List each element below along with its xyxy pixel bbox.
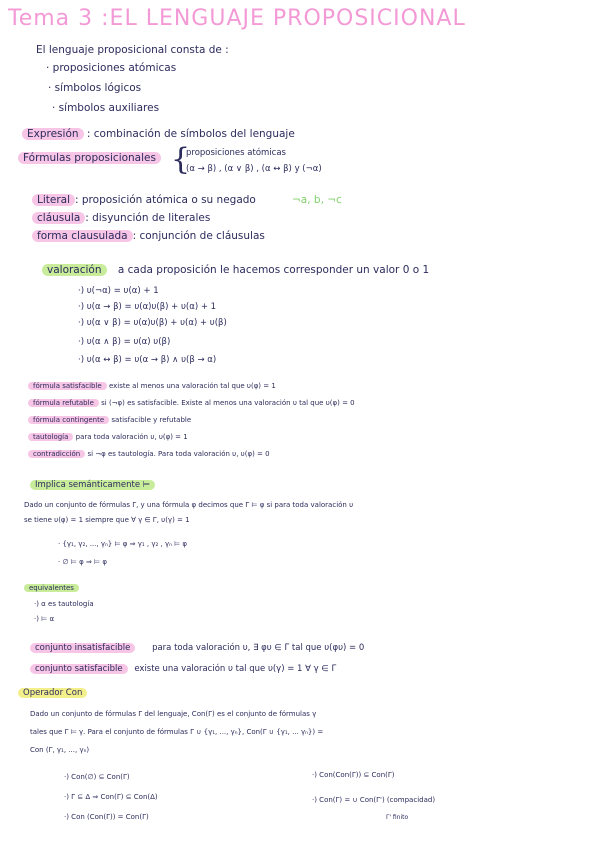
clausula-label: cláusula xyxy=(32,212,85,224)
conjunto-sat-label: conjunto satisfacible xyxy=(30,664,128,674)
operador-line-2: tales que Γ ⊨ γ. Para el conjunto de fórmulas Γ ∪ {γ₁, ..., γₙ}, Con(Γ ∪ {γ₁, ... γₙ}) = xyxy=(30,728,324,736)
operador-right-1: ·) Con(Con(Γ)) ⊆ Con(Γ) xyxy=(312,771,395,779)
formulas-label: Fórmulas proposicionales xyxy=(18,152,161,164)
implica-label: Implica semánticamente ⊨ xyxy=(30,480,155,490)
valoracion-rule-3: ·) υ(α ∨ β) = υ(α)υ(β) + υ(α) + υ(β) xyxy=(78,318,227,328)
valoracion-label: valoración xyxy=(42,264,107,276)
def-refutable-text: si (¬φ) es satisfacible. Existe al menos una valoración υ tal que υ(φ) = 0 xyxy=(101,399,355,407)
forma-text: : conjunción de cláusulas xyxy=(132,230,265,242)
operador-left-3: ·) Con (Con(Γ)) = Con(Γ) xyxy=(64,813,149,821)
valoracion-rule-2: ·) υ(α → β) = υ(α)υ(β) + υ(α) + 1 xyxy=(78,302,217,312)
implica-label-wrap xyxy=(30,480,155,490)
brace-icon: { xyxy=(171,142,191,177)
literal-row xyxy=(32,194,256,206)
def-refutable xyxy=(28,399,355,407)
implica-item-2: · ∅ ⊨ φ ⇒ ⊨ φ xyxy=(58,558,107,566)
implica-line-2: se tiene υ(φ) = 1 siempre que ∀ γ ∈ Γ, υ(γ) = 1 xyxy=(24,516,190,524)
intro-item-3: · símbolos auxiliares xyxy=(52,102,160,114)
conjunto-insat-text: para toda valoración υ, ∃ φυ ∈ Γ tal que υ(φυ) = 0 xyxy=(152,643,365,653)
def-satisfacible xyxy=(28,382,276,390)
def-contradiccion xyxy=(28,450,270,458)
operador-left-1: ·) Con(∅) ⊆ Con(Γ) xyxy=(64,773,130,781)
literal-text: : proposición atómica o su negado xyxy=(75,194,256,206)
clausula-row xyxy=(32,212,210,224)
valoracion-row xyxy=(42,264,429,276)
operador-line-1: Dado un conjunto de fórmulas Γ del lenguaje, Con(Γ) es el conjunto de fórmulas γ xyxy=(30,710,317,718)
implica-item-1: · {γ₁, γ₂, ..., γₙ} ⊨ φ ⇒ γ₁ , γ₂ , γₙ ⊨ φ xyxy=(58,540,188,548)
intro-lead: El lenguaje proposicional consta de : xyxy=(36,44,229,56)
valoracion-rule-4: ·) υ(α ∧ β) = υ(α) υ(β) xyxy=(78,337,171,347)
clausula-text: : disyunción de literales xyxy=(85,212,211,224)
forma-row xyxy=(32,230,265,242)
literal-example: ¬a, b, ¬c xyxy=(292,194,342,206)
def-contingente-label: fórmula contingente xyxy=(28,416,109,424)
def-satisfacible-text: existe al menos una valoración tal que υ(φ) = 1 xyxy=(108,382,276,390)
literal-label: Literal xyxy=(32,194,75,206)
intro-item-1: · proposiciones atómicas xyxy=(46,62,177,74)
operador-left-2: ·) Γ ⊆ Δ ⇒ Con(Γ) ⊆ Con(Δ) xyxy=(64,793,158,801)
operador-right-2: ·) Con(Γ) = ∪ Con(Γ') (compacidad) xyxy=(312,796,436,804)
intro-item-2: · símbolos lógicos xyxy=(48,82,142,94)
def-contradiccion-label: contradicción xyxy=(28,450,85,458)
operador-label: Operador Con xyxy=(18,688,87,698)
def-contradiccion-text: si ¬φ es tautología. Para toda valoración υ, υ(φ) = 0 xyxy=(87,450,270,458)
valoracion-text: a cada proposición le hacemos corresponder un valor 0 o 1 xyxy=(117,264,430,276)
page-title: Tema 3 :EL LENGUAJE PROPOSICIONAL xyxy=(8,6,466,31)
def-tautologia-label: tautología xyxy=(28,433,73,441)
operador-finito: Γ' finito xyxy=(386,814,409,821)
conjunto-insat-label: conjunto insatisfacible xyxy=(30,643,135,653)
conjunto-sat-text: existe una valoración υ tal que υ(γ) = 1 ∀ γ ∈ Γ xyxy=(134,664,337,674)
def-tautologia xyxy=(28,433,188,441)
equivalentes-item-1: ·) α es tautología xyxy=(34,600,94,608)
expresion-text: : combinación de símbolos del lenguaje xyxy=(86,128,295,140)
def-contingente xyxy=(28,416,191,424)
conjunto-sat-row xyxy=(30,664,336,674)
valoracion-rule-5: ·) υ(α ↔ β) = υ(α → β) ∧ υ(β → α) xyxy=(78,355,217,365)
def-refutable-label: fórmula refutable xyxy=(28,399,99,407)
equivalentes-label-wrap xyxy=(24,584,79,592)
formulas-line-1: proposiciones atómicas xyxy=(186,148,286,158)
operador-line-3: Con (Γ, γ₁, ..., γₙ) xyxy=(30,746,90,754)
conjunto-insat-row xyxy=(30,643,364,653)
def-satisfacible-label: fórmula satisfacible xyxy=(28,382,107,390)
formulas-line-2: (α → β) , (α ∨ β) , (α ↔ β) y (¬α) xyxy=(186,164,322,174)
operador-label-wrap xyxy=(18,688,87,698)
expresion-label: Expresión xyxy=(22,128,84,140)
equivalentes-item-2: ·) ⊨ α xyxy=(34,615,55,623)
valoracion-rule-1: ·) υ(¬α) = υ(α) + 1 xyxy=(78,286,159,296)
def-tautologia-text: para toda valoración υ, υ(φ) = 1 xyxy=(75,433,188,441)
formulas-label-wrap xyxy=(18,152,161,164)
equivalentes-label: equivalentes xyxy=(24,584,79,592)
implica-line-1: Dado un conjunto de fórmulas Γ, y una fórmula φ decimos que Γ ⊨ φ si para toda valoración υ xyxy=(24,501,354,509)
expresion-row xyxy=(22,128,295,140)
forma-label: forma clausulada xyxy=(32,230,133,242)
def-contingente-text: satisfacible y refutable xyxy=(111,416,192,424)
